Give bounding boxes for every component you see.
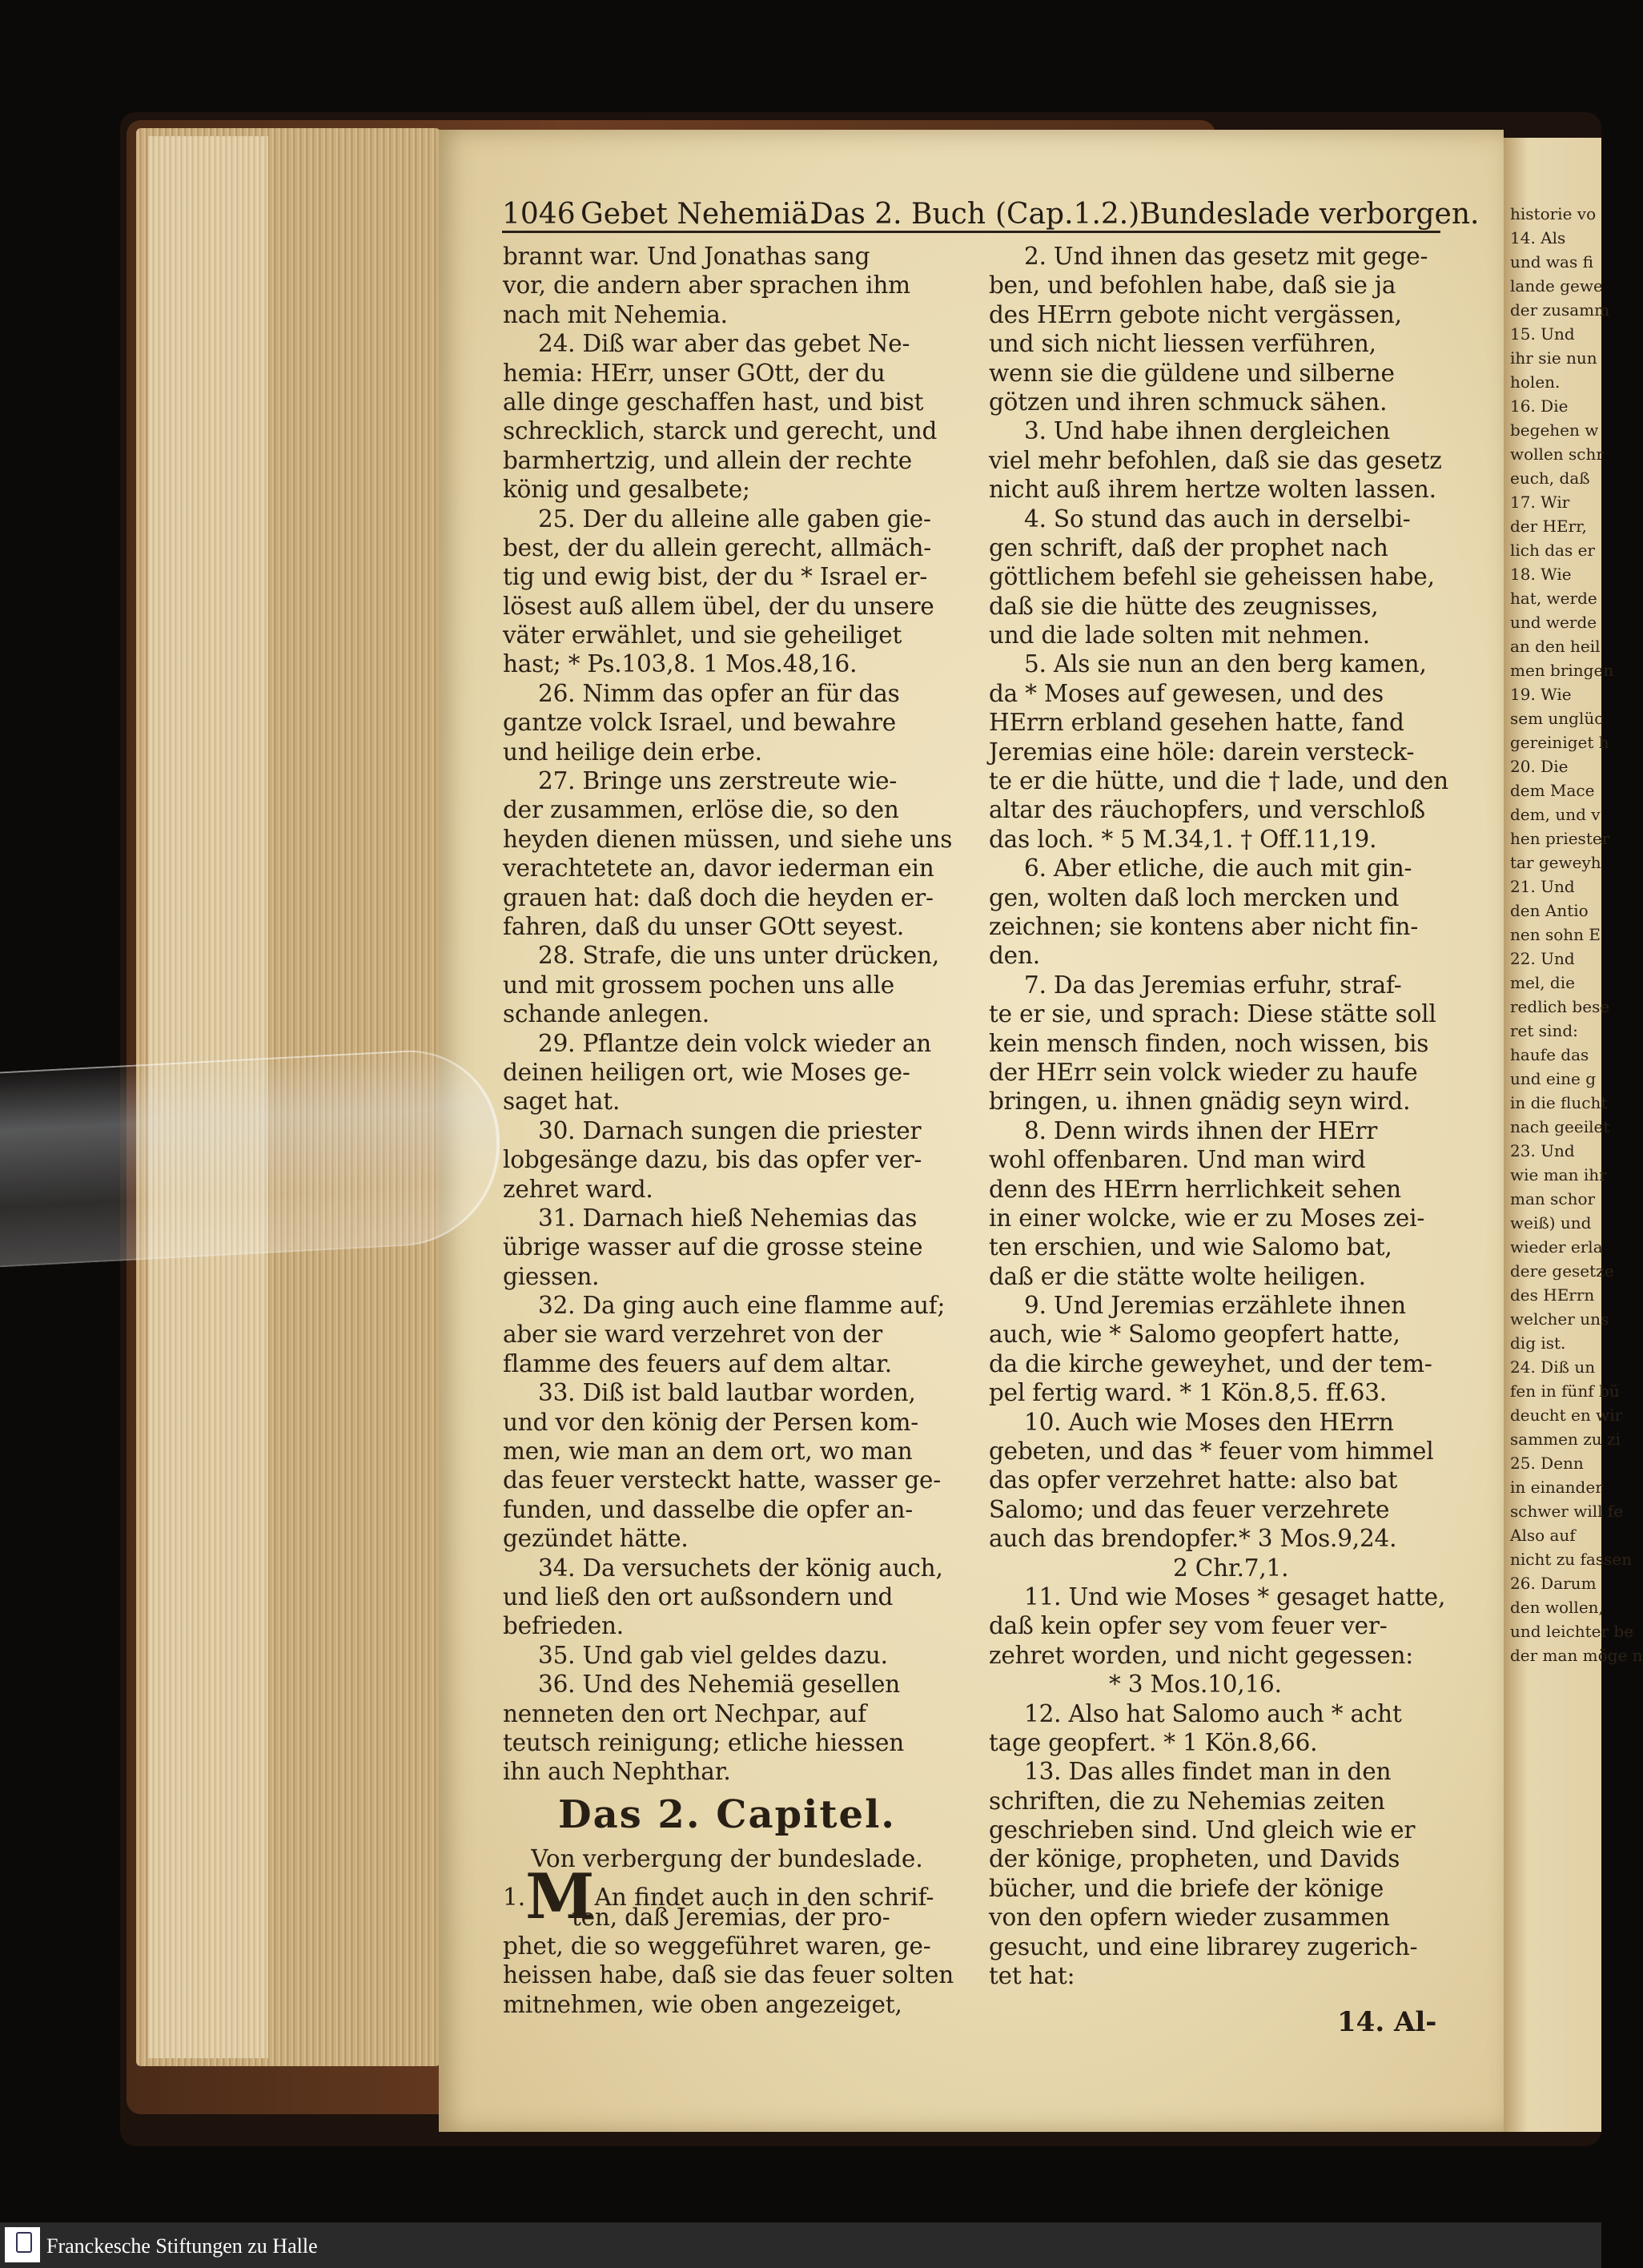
text-line: aber sie ward verzehret von der [503,1321,883,1349]
catchword: 14. Al- [1337,2006,1437,2038]
verse-number: 1. [503,1884,526,1912]
next-page-text-line: 22. Und [1510,949,1575,968]
text-line: schriften, die zu Nehemias zeiten [989,1787,1385,1815]
text-line: heyden dienen müssen, und siehe uns [503,825,953,853]
text-line: götzen und ihren schmuck sähen. [989,388,1388,416]
next-page-text-line: deucht en wir [1510,1405,1623,1425]
text-line: men, wie man an dem ort, wo man [503,1438,913,1466]
text-line: und heilige dein erbe. [503,738,762,766]
institution-logo [5,2227,40,2262]
text-line: kein mensch finden, noch wissen, bis [989,1029,1429,1057]
text-line: tig und ewig bist, der du * Israel er- [503,563,928,591]
text-line: gebeten, und das * feuer vom himmel [989,1438,1434,1466]
text-line: wohl offenbaren. Und man wird [989,1146,1366,1174]
transparent-bookmark-clip [0,1046,500,1268]
text-line: teutsch reinigung; etliche hiessen [503,1728,905,1756]
text-line: nenneten den ort Nechpar, auf [503,1699,866,1727]
text-line: väter erwählet, und sie geheiliget [503,621,902,649]
text-line: gen schrift, daß der prophet nach [989,533,1388,561]
building-icon [16,2232,32,2253]
text-line: 25. Der du alleine alle gaben gie- [538,505,931,533]
next-page-text-line: 23. Und [1510,1141,1575,1160]
text-line: 26. Nimm das opfer an für das [538,679,900,707]
text-line: zeichnen; sie kontens aber nicht fin- [989,912,1419,940]
next-page-text-line: 26. Darum [1510,1574,1597,1593]
text-line: der könige, propheten, und Davids [989,1845,1400,1873]
next-page-text-line: haufe das [1510,1045,1589,1064]
next-page-text-line: den wollen, [1510,1598,1604,1617]
text-line: und die lade solten mit nehmen. [989,621,1370,649]
text-line: giessen. [503,1262,600,1290]
next-page-text-line: 19. Wie [1510,685,1572,704]
text-line: Jeremias eine höle: darein versteck- [989,738,1415,766]
next-page-text-line: historie vo [1510,204,1597,223]
next-page-text-line: redlich bese [1510,997,1610,1016]
next-page-text-line: tar geweyh [1510,853,1601,872]
text-line: 7. Da das Jeremias erfuhr, straf- [1024,971,1402,999]
text-line: 12. Also hat Salomo auch * acht [1024,1699,1402,1727]
text-line: 3. Und habe ihnen dergleichen [1024,417,1391,445]
next-page-text-line: und eine g [1510,1069,1597,1088]
text-line: des HErrn gebote nicht vergässen, [989,300,1402,328]
text-line: und mit grossem pochen uns alle [503,971,894,999]
next-page-text-line: und was fi [1510,252,1593,271]
text-line: daß kein opfer sey vom feuer ver- [989,1612,1388,1640]
text-line: barmhertzig, und allein der rechte [503,446,912,474]
text-line: könig und gesalbete; [503,476,750,504]
text-line: hast; * Ps.103,8. 1 Mos.48,16. [503,650,858,678]
next-page-text-line: hat, werde [1510,589,1597,608]
text-line: te er sie, und sprach: Diese stätte soll [989,1000,1436,1028]
text-line: der HErr sein volck wieder zu haufe [989,1058,1418,1086]
next-page-text-line: hen priester [1510,829,1610,848]
next-page-text-line: 21. Und [1510,877,1575,896]
next-page-text-line: 25. Denn [1510,1454,1584,1473]
next-page-text-line: dere gesetze [1510,1261,1614,1281]
text-line: brannt war. Und Jonathas sang [503,243,870,270]
header-right-title: (Cap.1.2.)Bundeslade verborgen. [995,198,1480,231]
next-page-text-line: mel, die [1510,973,1575,992]
text-line: 24. Diß war aber das gebet Ne- [538,330,910,358]
next-page-text-line: sem unglüc [1510,709,1604,728]
text-line: tage geopfert. * 1 Kön.8,66. [989,1728,1318,1756]
next-page-text-line: holen. [1510,372,1561,392]
institution-name: Franckesche Stiftungen zu Halle [46,2234,318,2258]
text-line: pel fertig ward. * 1 Kön.8,5. ff.63. [989,1379,1387,1407]
text-line: denn des HErrn herrlichkeit sehen [989,1175,1401,1203]
text-line: befrieden. [503,1612,624,1640]
text-line: ben, und befohlen habe, daß sie ja [989,271,1396,300]
next-page-text-line: der zusamm [1510,300,1610,320]
text-line: der zusammen, erlöse die, so den [503,796,899,824]
text-line: das opfer verzehret hatte: also bat [989,1466,1398,1494]
text-line: alle dinge geschaffen hast, und bist [503,388,924,416]
text-line: 30. Darnach sungen die priester [538,1116,922,1144]
text-line: 8. Denn wirds ihnen der HErr [1024,1116,1378,1144]
next-page-text-line: und werde [1510,613,1597,632]
text-line: in einer wolcke, wie er zu Moses zei- [989,1204,1425,1232]
next-page-text-line: schwer will fe [1510,1502,1624,1521]
chapter-summary: Von verbergung der bundeslade. [531,1844,923,1872]
text-line: schande anlegen. [503,1000,709,1028]
next-page-text-line: in die flucht [1510,1093,1608,1112]
text-line: das feuer versteckt hatte, wasser ge- [503,1466,942,1494]
text-line: best, der du allein gerecht, allmäch- [503,533,932,561]
next-page-text-line: der HErr, [1510,517,1587,536]
text-line: ten, daß Jeremias, der pro- [572,1903,890,1931]
left-column [503,242,954,2019]
text-line: zehret ward. [503,1175,653,1203]
next-page-text-line: 20. Die [1510,757,1569,776]
text-line: mitnehmen, wie oben angezeiget, [503,1990,902,2018]
text-line: schrecklich, starck und gerecht, und [503,417,938,445]
next-page-fragment [1504,138,1643,2132]
text-line: lobgesänge dazu, bis das opfer ver- [503,1146,922,1174]
next-page-text-line: nach geeilet [1510,1117,1610,1136]
next-page-text-line: wollen schr [1510,444,1604,464]
next-page-text-line: lande gewe [1510,276,1603,296]
next-page-text-line: gereiniget h [1510,733,1609,752]
text-line: da die kirche geweyhet, und der tem- [989,1349,1432,1377]
text-line: 10. Auch wie Moses den HErrn [1024,1408,1394,1436]
drop-cap-initial: M [525,1860,595,1934]
text-line: von den opfern wieder zusammen [989,1904,1390,1932]
text-line: 9. Und Jeremias erzählete ihnen [1024,1292,1406,1320]
header-left-title: Gebet Nehemiä. [580,198,818,231]
next-page-text-line: 14. Als [1510,228,1566,247]
text-line: * 3 Mos.10,16. [1109,1671,1282,1699]
text-line: gen, wolten daß loch mercken und [989,883,1400,911]
next-page-text-line: nen sohn E [1510,925,1601,944]
next-page-text-line: begehen w [1510,420,1599,440]
next-page-text-line: wieder erla [1510,1237,1603,1257]
chapter-title: Das 2. Capitel. [557,1791,897,1837]
next-page-text-line: man schor [1510,1189,1596,1208]
text-line: den. [989,942,1040,970]
text-line: heissen habe, daß sie das feuer solten [503,1961,954,1989]
next-page-text-line: 24. Diß un [1510,1357,1596,1377]
text-line: 5. Als sie nun an den berg kamen, [1024,650,1427,678]
next-page-text-line: 16. Die [1510,396,1569,416]
text-line: 11. Und wie Moses * gesaget hatte, [1024,1582,1446,1611]
text-line: altar des räuchopfers, und verschloß [989,796,1425,824]
text-line: 29. Pflantze dein volck wieder an [538,1029,932,1057]
next-page-text-line: dem Mace [1510,781,1595,800]
text-line: 4. So stund das auch in derselbi- [1024,505,1411,533]
text-line: ihn auch Nephthar. [503,1758,731,1786]
text-line: bringen, u. ihnen gnädig seyn wird. [989,1088,1411,1116]
text-line: flamme des feuers auf dem altar. [503,1349,892,1377]
text-line: tet hat: [989,1962,1075,1990]
next-page-text-line: 18. Wie [1510,565,1572,584]
text-line: 36. Und des Nehemiä gesellen [538,1671,901,1699]
first-line-rest: An findet auch in den schrif- [594,1884,934,1912]
text-line: nach mit Nehemia. [503,300,728,328]
text-line: zehret worden, und nicht gegessen: [989,1641,1414,1669]
text-line: hemia: HErr, unser GOtt, der du [503,359,886,387]
next-page-text-line: den Antio [1510,901,1589,920]
next-page-text-line: 15. Und [1510,324,1575,344]
text-line: saget hat. [503,1088,621,1116]
text-line: lösest auß allem übel, der du unsere [503,592,934,620]
next-page-text-line: Also auf [1510,1526,1576,1545]
text-line: phet, die so weggeführet waren, ge- [503,1932,931,1960]
running-header [502,198,1480,233]
text-line: HErrn erbland gesehen hatte, fand [989,709,1404,737]
text-line: daß sie die hütte des zeugnisses, [989,592,1379,620]
text-line: wenn sie die güldene und silberne [989,359,1395,387]
text-line: 13. Das alles findet man in den [1024,1758,1392,1786]
next-page-text-line: dem, und v [1510,805,1601,824]
text-line: und sich nicht liessen verführen, [989,330,1376,358]
text-line: göttlichem befehl sie geheissen habe, [989,563,1435,591]
next-page-text-line: ihr sie nun [1510,348,1597,368]
text-line: funden, und dasselbe die opfer an- [503,1495,914,1523]
text-line: gantze volck Israel, und bewahre [503,709,897,737]
next-page-text-line: lich das er [1510,541,1595,560]
text-line: ten erschien, und wie Salomo bat, [989,1233,1392,1261]
next-page-text-line: welcher uns [1510,1309,1609,1329]
next-page-text-line: ret sind: [1510,1021,1578,1040]
text-line: vor, die andern aber sprachen ihm [503,271,910,300]
next-page-text-line: weiß) und [1510,1213,1592,1233]
next-page-text-line: sammen zu zi [1510,1430,1621,1449]
text-line: deinen heiligen ort, wie Moses ge- [503,1058,910,1086]
next-page-text-line: wie man ihr [1510,1165,1607,1184]
text-line: 32. Da ging auch eine flamme auf; [538,1292,946,1320]
text-line: auch das brendopfer.* 3 Mos.9,24. [989,1525,1397,1553]
text-line: gesucht, und eine librarey zugerich- [989,1932,1418,1960]
next-page-text-line: 17. Wir [1510,493,1570,512]
text-line: 33. Diß ist bald lautbar worden, [538,1379,916,1407]
text-line: 31. Darnach hieß Nehemias das [538,1204,918,1232]
text-line: te er die hütte, und die † lade, und den [989,767,1448,795]
text-line: fahren, daß du unser GOtt seyest. [503,912,905,940]
text-line: daß er die stätte wolte heiligen. [989,1262,1366,1290]
text-line: grauen hat: daß doch die heyden er- [503,883,934,911]
text-line: und ließ den ort außsondern und [503,1582,894,1611]
text-line: 2. Und ihnen das gesetz mit gege- [1024,243,1428,270]
text-line: gezündet hätte. [503,1525,689,1553]
next-page-text-line: in einander [1510,1478,1603,1497]
text-line: da * Moses auf gewesen, und des [989,679,1384,707]
next-page-text-line: nicht zu fassen [1510,1550,1633,1569]
text-line: und vor den könig der Persen kom- [503,1408,919,1436]
text-line: 34. Da versuchets der könig auch, [538,1554,943,1582]
text-line: 27. Bringe uns zerstreute wie- [538,767,898,795]
next-page-text-line: des HErrn [1510,1285,1595,1305]
next-page-text-line: und leichter be [1510,1622,1634,1641]
text-line: übrige wasser auf die grosse steine [503,1233,923,1261]
next-page-text-line: euch, daß [1510,468,1590,488]
next-page-text-line: an den heil [1510,637,1601,656]
text-line: geschrieben sind. Und gleich wie er [989,1816,1416,1844]
text-line: 6. Aber etliche, die auch mit gin- [1024,855,1412,883]
next-page-lines [1504,202,1643,1667]
next-page-text-line: men bringen [1510,661,1614,680]
header-center-title: Das 2. Buch [810,198,986,231]
text-line: das loch. * 5 M.34,1. † Off.11,19. [989,825,1377,853]
text-line: verachtetete an, davor iederman ein [503,855,934,883]
text-line: 28. Strafe, die uns unter drücken, [538,942,940,970]
text-line: 2 Chr.7,1. [1173,1554,1289,1582]
text-line: auch, wie * Salomo geopfert hatte, [989,1321,1400,1349]
next-page-text-line: der man möge n [1510,1646,1643,1665]
text-line: bücher, und die briefe der könige [989,1874,1384,1902]
text-line: 35. Und gab viel geldes dazu. [538,1641,888,1669]
next-page-text-line: fen in fünf bü [1510,1381,1620,1401]
next-page-text-line: dig ist. [1510,1333,1566,1353]
text-line: nicht auß ihrem hertze wolten lassen. [989,476,1436,504]
text-line: viel mehr befohlen, daß sie das gesetz [989,446,1442,474]
right-column [989,242,1448,1990]
text-line: Salomo; und das feuer verzehrete [989,1495,1390,1523]
page-number: 1046 [502,198,576,231]
